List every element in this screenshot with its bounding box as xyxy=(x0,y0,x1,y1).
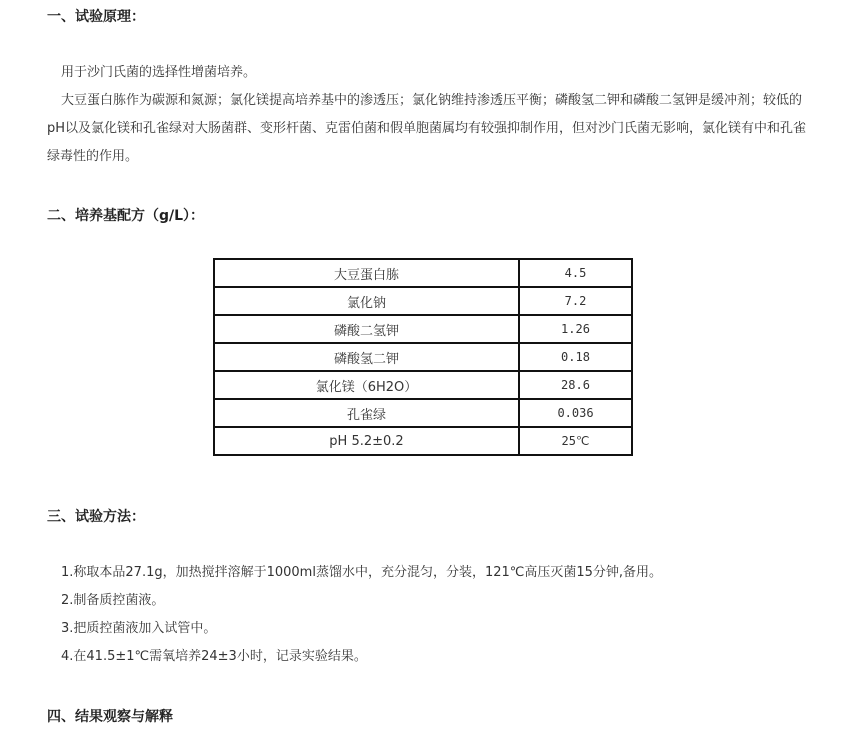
ingredient-name: 孔雀绿 xyxy=(214,399,519,427)
section-heading-principle: 一、试验原理： xyxy=(47,9,145,25)
ph-label: pH 5.2±0.2 xyxy=(214,427,519,455)
table-row xyxy=(214,399,632,427)
method-steps-list xyxy=(47,559,662,671)
section-heading-results: 四、结果观察与解释 xyxy=(47,709,173,725)
ingredient-amount: 28.6 xyxy=(519,371,632,399)
table-row xyxy=(214,371,632,399)
ingredient-name: 磷酸氢二钾 xyxy=(214,343,519,371)
formula-table xyxy=(213,258,633,456)
table-row xyxy=(214,259,632,287)
list-item: 4.在41.5±1℃需氧培养24±3小时，记录实验结果。 xyxy=(61,649,367,664)
ingredient-name: 氯化钠 xyxy=(214,287,519,315)
ingredient-amount: 1.26 xyxy=(519,315,632,343)
ingredient-name: 大豆蛋白胨 xyxy=(214,259,519,287)
section-heading-formula: 二、培养基配方（g/L）： xyxy=(47,208,205,224)
table-row xyxy=(214,287,632,315)
principle-paragraph-1: 用于沙门氏菌的选择性增菌培养。 xyxy=(61,65,257,80)
ingredient-amount: 0.036 xyxy=(519,399,632,427)
ingredient-name: 氯化镁（6H2O） xyxy=(214,371,519,399)
ingredient-name: 磷酸二氢钾 xyxy=(214,315,519,343)
table-row xyxy=(214,427,632,455)
table-row xyxy=(214,315,632,343)
list-item: 2.制备质控菌液。 xyxy=(61,593,165,608)
list-item: 3.把质控菌液加入试管中。 xyxy=(61,621,217,636)
section-heading-method: 三、试验方法： xyxy=(47,509,145,525)
ingredient-amount: 4.5 xyxy=(519,259,632,287)
table-row xyxy=(214,343,632,371)
principle-paragraph-2: 大豆蛋白胨作为碳源和氮源；氯化镁提高培养基中的渗透压；氯化钠维持渗透压平衡；磷酸氢二钾和磷酸二氢钾是缓冲剂；较低的pH以及氯化镁和孔雀绿对大肠菌群、变形杆菌、克雷伯菌和假单胞菌属均有较强抑制作用，但对沙门氏菌无影响，氯化镁有中和孔雀绿毒性的作用。 xyxy=(47,93,807,164)
ingredient-amount: 7.2 xyxy=(519,287,632,315)
ingredient-amount: 0.18 xyxy=(519,343,632,371)
temperature-value: 25℃ xyxy=(519,427,632,455)
list-item: 1.称取本品27.1g，加热搅拌溶解于1000ml蒸馏水中，充分混匀，分装，121℃高压灭菌15分钟,备用。 xyxy=(61,565,663,580)
